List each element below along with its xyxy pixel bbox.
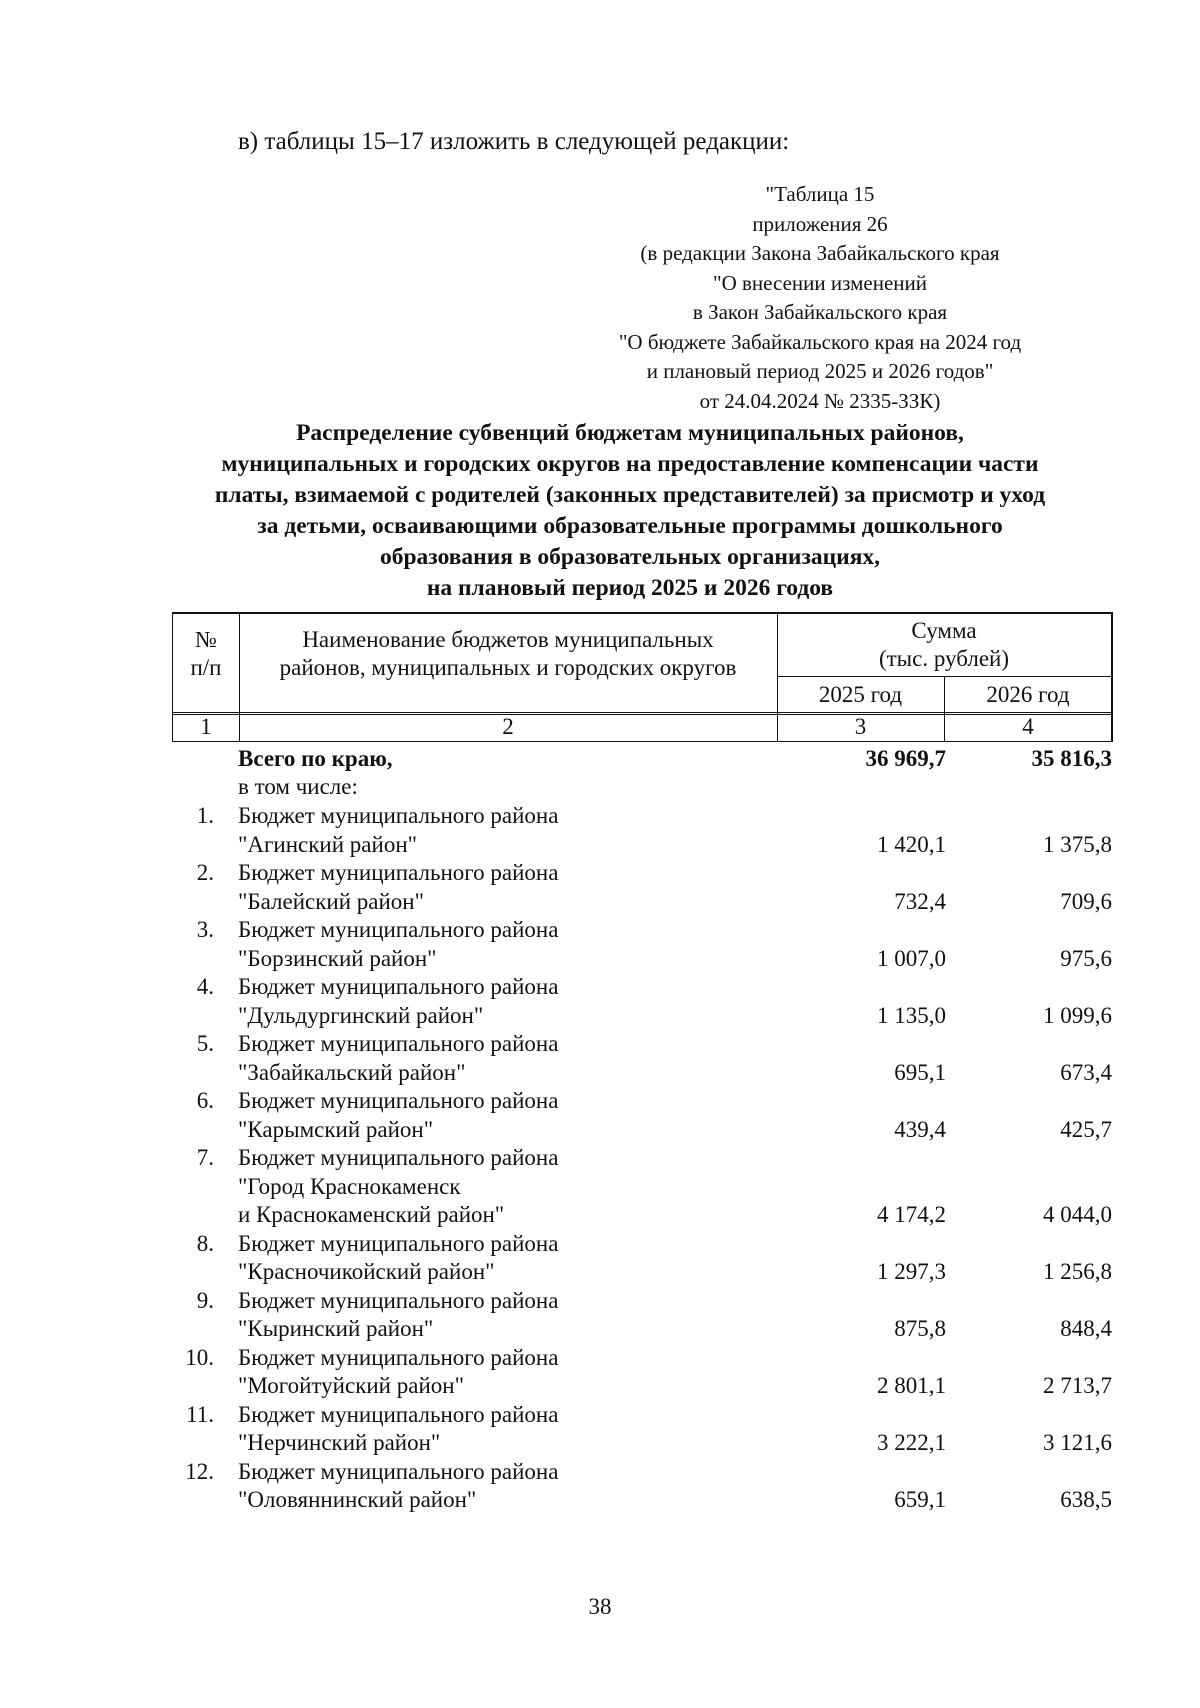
table-row <box>172 803 1112 860</box>
row-name-line: "Оловяннинский район" <box>238 1487 477 1512</box>
row-value-2025: 1 297,3 <box>877 1259 946 1284</box>
title-line: муниципальных и городских округов на предоставление компенсации части <box>221 451 1039 477</box>
note-line: и плановый период 2025 и 2026 годов" <box>646 359 994 383</box>
note-line: "Таблица 15 <box>765 182 875 206</box>
table-header <box>172 612 1113 715</box>
title-line: за детьми, осваивающими образовательные программы дошкольного <box>257 513 1003 539</box>
row-value-2025: 732,4 <box>894 888 946 914</box>
row-name-line: и Краснокаменский район" <box>238 1202 505 1227</box>
total-label: Всего по краю, <box>238 746 393 771</box>
row-number: 4. <box>196 974 214 999</box>
total-2025: 36 969,7 <box>865 746 946 771</box>
row-name-line: "Город Краснокаменск <box>238 1173 461 1199</box>
row-number: 5. <box>196 1031 214 1056</box>
row-name-line: "Могойтуйский район" <box>238 1373 464 1398</box>
table-row <box>172 1088 1112 1145</box>
column-number: 3 <box>854 714 867 739</box>
row-value-2025: 1 420,1 <box>877 831 946 857</box>
table-row <box>172 1288 1112 1345</box>
header-num-line: п/п <box>190 655 222 680</box>
note-line: в Закон Забайкальского края <box>692 300 948 324</box>
row-name-line: "Балейский район" <box>238 888 424 914</box>
column-numbers-row <box>172 712 1113 742</box>
header-name-line: районов, муниципальных и городских округов <box>279 655 737 680</box>
table-row <box>172 974 1112 1031</box>
title-line: образования в образовательных организациях, <box>379 544 881 570</box>
row-number: 1. <box>196 803 214 828</box>
row-value-2026: 673,4 <box>1060 1059 1112 1085</box>
note-line: "О внесении изменений <box>713 270 927 295</box>
row-name-line: Бюджет муниципального района <box>238 917 559 942</box>
row-name-line: Бюджет муниципального района <box>238 1401 559 1427</box>
row-value-2026: 2 713,7 <box>1043 1373 1112 1398</box>
row-value-2025: 695,1 <box>894 1059 946 1085</box>
header-name <box>239 624 777 684</box>
header-sum <box>777 616 1111 674</box>
row-value-2026: 1 256,8 <box>1043 1259 1112 1284</box>
column-number: 4 <box>1022 714 1034 739</box>
row-name-line: Бюджет муниципального района <box>238 1088 559 1113</box>
document-title <box>150 418 1110 604</box>
column-number: 2 <box>502 714 514 739</box>
row-name-line: "Кыринский район" <box>238 1316 434 1341</box>
row-value-2026: 425,7 <box>1060 1116 1112 1142</box>
row-name-line: Бюджет муниципального района <box>238 1031 559 1056</box>
row-name-line: "Дульдургинский район" <box>238 1002 484 1028</box>
row-value-2025: 659,1 <box>894 1487 946 1512</box>
row-name-line: Бюджет муниципального района <box>238 1344 559 1370</box>
row-name-line: "Красночикойский район" <box>238 1259 495 1284</box>
table-row <box>172 1031 1112 1088</box>
table-row <box>172 1231 1112 1288</box>
row-value-2025: 1 007,0 <box>877 945 946 971</box>
header-year-2025: 2025 год <box>818 682 903 707</box>
table-row <box>172 917 1112 974</box>
row-number: 6. <box>196 1088 214 1113</box>
row-name-line: Бюджет муниципального района <box>238 1230 559 1256</box>
header-num <box>173 624 239 684</box>
row-value-2026: 1 375,8 <box>1043 831 1112 857</box>
row-value-2026: 4 044,0 <box>1043 1202 1112 1227</box>
title-line: Распределение субвенций бюджетам муниципальных районов, <box>296 420 964 446</box>
row-name-line: "Борзинский район" <box>238 945 437 971</box>
note-line: приложения 26 <box>752 211 888 236</box>
title-line: платы, взимаемой с родителей (законных представителей) за присмотр и уход <box>214 482 1046 508</box>
total-row <box>172 743 1112 773</box>
table-row <box>172 1145 1112 1231</box>
row-name-line: "Агинский район" <box>238 831 418 857</box>
row-name-line: Бюджет муниципального района <box>238 860 559 885</box>
row-number: 2. <box>196 860 214 885</box>
including-label: в том числе: <box>238 774 358 799</box>
row-value-2026: 1 099,6 <box>1043 1002 1112 1028</box>
header-num-line: № <box>195 627 217 652</box>
title-line: на плановый период 2025 и 2026 годов <box>426 575 834 601</box>
row-value-2025: 439,4 <box>894 1116 946 1142</box>
row-number: 10. <box>185 1344 214 1370</box>
header-year-2026: 2026 год <box>986 682 1070 707</box>
row-number: 3. <box>196 917 214 942</box>
table-row <box>172 860 1112 917</box>
row-number: 11. <box>186 1401 214 1427</box>
header-sum-line: Сумма <box>911 618 977 643</box>
table-row <box>172 1459 1112 1516</box>
row-value-2025: 875,8 <box>894 1316 946 1341</box>
note-line: "О бюджете Забайкальского края на 2024 год <box>618 329 1022 354</box>
header-name-line: Наименование бюджетов муниципальных <box>302 627 714 652</box>
row-value-2026: 3 121,6 <box>1043 1430 1112 1455</box>
subtotal-label-row <box>172 773 1112 803</box>
row-name-line: "Карымский район" <box>238 1116 434 1142</box>
row-number: 8. <box>196 1230 214 1256</box>
intro-text: в) таблицы 15–17 изложить в следующей редакции: <box>238 128 790 155</box>
note-line: от 24.04.2024 № 2335-ЗЗК) <box>699 388 941 413</box>
row-name-line: Бюджет муниципального района <box>238 1287 559 1313</box>
table-body <box>172 743 1112 1516</box>
row-name-line: Бюджет муниципального района <box>238 1145 559 1170</box>
row-number: 7. <box>196 1145 214 1170</box>
page-number: 38 <box>588 1594 612 1619</box>
row-number: 9. <box>196 1287 214 1313</box>
row-name-line: Бюджет муниципального района <box>238 803 559 828</box>
row-value-2025: 2 801,1 <box>877 1373 946 1398</box>
row-name-line: "Нерчинский район" <box>238 1430 441 1455</box>
row-name-line: Бюджет муниципального района <box>238 1458 559 1484</box>
row-name-line: "Забайкальский район" <box>238 1059 466 1085</box>
row-value-2025: 3 222,1 <box>877 1430 946 1455</box>
row-value-2025: 1 135,0 <box>877 1002 946 1028</box>
table-row <box>172 1402 1112 1459</box>
column-number: 1 <box>200 714 212 739</box>
row-value-2026: 638,5 <box>1060 1487 1112 1512</box>
row-value-2026: 975,6 <box>1060 945 1112 971</box>
table-row <box>172 1345 1112 1402</box>
table-note <box>560 180 1080 416</box>
budget-rows <box>172 803 1112 1516</box>
row-name-line: Бюджет муниципального района <box>238 974 559 999</box>
row-value-2026: 848,4 <box>1060 1316 1112 1341</box>
row-number: 12. <box>185 1458 214 1484</box>
note-line: (в редакции Закона Забайкальского края <box>640 241 1000 265</box>
total-2026: 35 816,3 <box>1031 746 1112 771</box>
row-value-2025: 4 174,2 <box>877 1202 946 1227</box>
header-sum-line: (тыс. рублей) <box>878 646 1010 671</box>
row-value-2026: 709,6 <box>1060 888 1112 914</box>
